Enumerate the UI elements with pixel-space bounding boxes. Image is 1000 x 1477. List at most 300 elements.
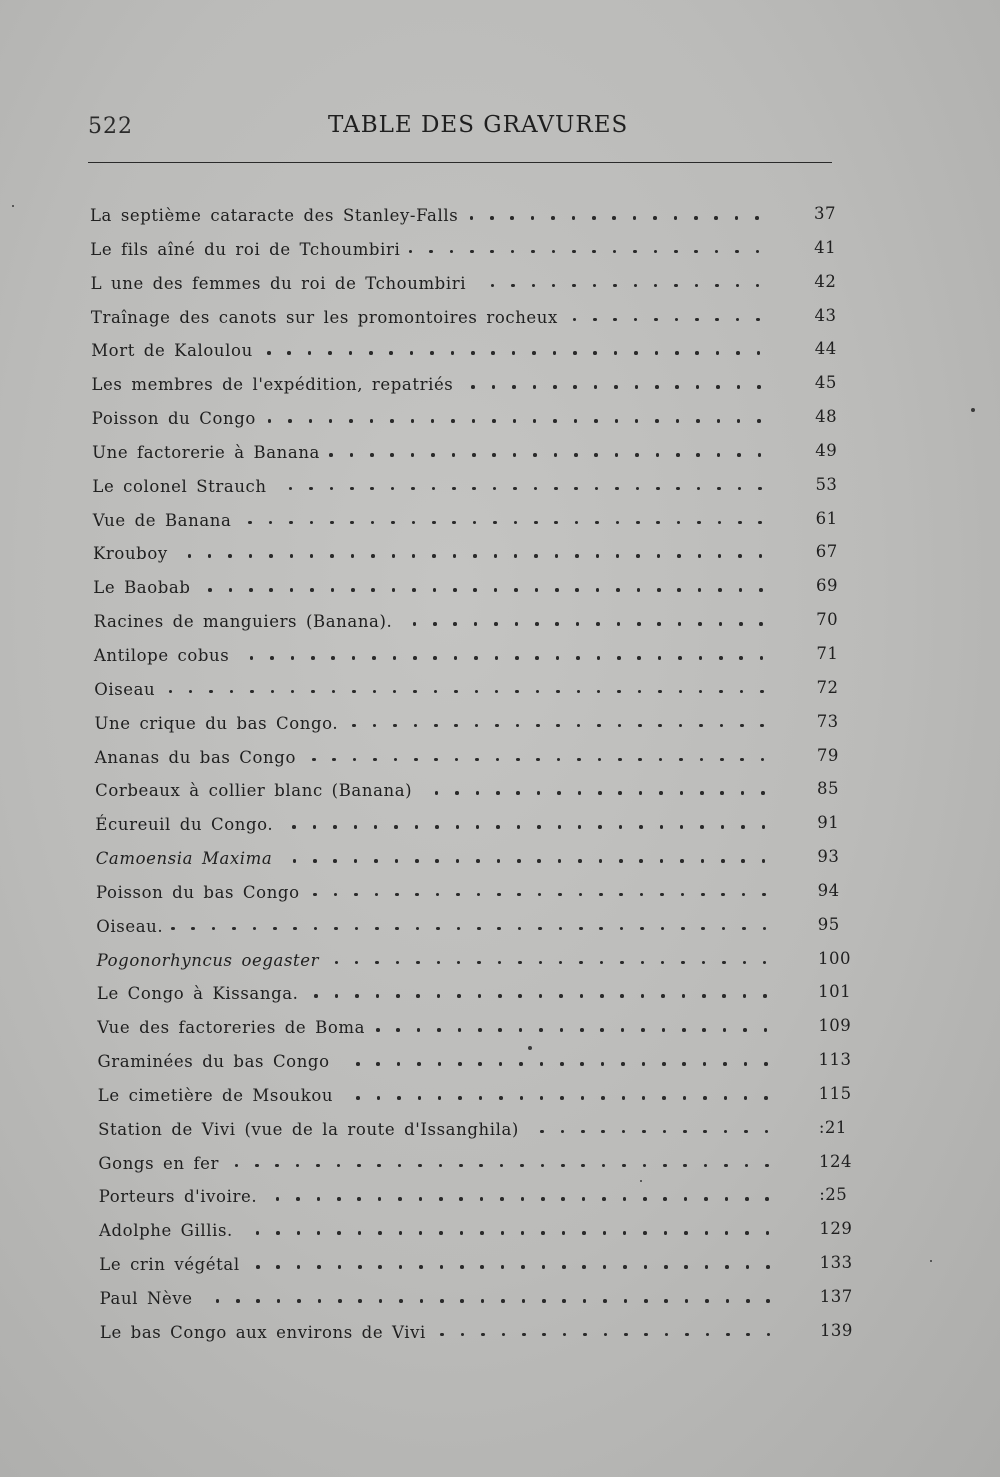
leader-dot: [376, 1062, 380, 1066]
leader-dot: [760, 724, 764, 728]
leader-dot: [720, 724, 724, 728]
leader-dot: [741, 825, 745, 829]
leader-dot: [531, 216, 535, 220]
leader-dot: [518, 994, 522, 998]
leader-dot: [577, 690, 581, 694]
leader-dot: [395, 927, 399, 931]
leader-dot: [477, 893, 481, 897]
leader-dot: [438, 1062, 442, 1066]
leader-dot: [725, 1231, 729, 1235]
leader-dot: [614, 385, 618, 389]
leader-dot: [398, 1197, 402, 1201]
leader-dot: [604, 1333, 608, 1337]
leader-dot: [351, 554, 355, 558]
leader-dot: [494, 588, 498, 592]
leader-dot: [399, 1265, 403, 1269]
leader-dot: [275, 1164, 279, 1168]
leader-dot: [574, 419, 578, 423]
leader-dot: [432, 521, 436, 525]
leader-dot: [596, 588, 600, 592]
leader-dot: [755, 216, 759, 220]
leader-dot: [658, 690, 662, 694]
leader-dot: [694, 216, 698, 220]
leader-dot: [460, 1231, 464, 1235]
leader-dot: [682, 994, 686, 998]
leader-dot: [313, 859, 317, 863]
entry-page-number: 139: [819, 1320, 853, 1340]
leader-dot: [313, 893, 317, 897]
leader-dot: [350, 521, 354, 525]
paper-speck: [930, 1260, 932, 1262]
leader-dot: [209, 690, 213, 694]
leader-dot: [412, 588, 416, 592]
leader-dot: [435, 825, 439, 829]
leader-dot: [411, 419, 415, 423]
leader-dot: [471, 385, 475, 389]
leader-dot: [705, 1299, 709, 1303]
leader-dot: [437, 961, 441, 965]
leader-dot: [373, 758, 377, 762]
leader-dot: [644, 1265, 648, 1269]
leader-dot: [680, 791, 684, 795]
leader-dot: [766, 1265, 770, 1269]
leader-dot: [250, 690, 254, 694]
leader-dot: [698, 554, 702, 558]
leader-dot: [535, 588, 539, 592]
entry-title: Vue de Banana: [92, 510, 232, 530]
leader-dot: [537, 825, 541, 829]
leader-dot: [600, 1028, 604, 1032]
leader-dot: [522, 1299, 526, 1303]
leader-dot: [269, 521, 273, 525]
leader-dot: [452, 487, 456, 491]
leader-dot: [618, 791, 622, 795]
leader-dot: [563, 1333, 567, 1337]
leader-dot: [354, 859, 358, 863]
leader-dot: [599, 893, 603, 897]
leader-dot: [169, 690, 173, 694]
toc-entry: [0, 471, 1000, 505]
leader-dot: [719, 622, 723, 626]
leader-dot: [562, 1265, 566, 1269]
leader-dot: [350, 453, 354, 457]
leader-dot: [491, 351, 495, 355]
leader-dot: [664, 1265, 668, 1269]
leader-dot: [575, 521, 579, 525]
leader-dot: [554, 487, 558, 491]
entry-page-number: 93: [817, 847, 840, 867]
leader-dot: [766, 1299, 770, 1303]
entry-page-number: 109: [818, 1016, 852, 1036]
leader-dot: [744, 1130, 748, 1134]
leader-dot: [358, 1265, 362, 1269]
leader-dot: [494, 622, 498, 626]
leader-dot: [680, 859, 684, 863]
leader-dot: [618, 758, 622, 762]
entry-title: Le cimetière de Msoukou: [97, 1085, 334, 1105]
leader-dot: [653, 216, 657, 220]
leader-dot: [743, 1028, 747, 1032]
leader-dot: [433, 622, 437, 626]
entry-page-number: 70: [816, 610, 839, 630]
leader-dot: [759, 588, 763, 592]
leader-dot: [375, 893, 379, 897]
leader-dot: [457, 927, 461, 931]
entry-title: Oiseau.: [96, 916, 164, 936]
entry-title: Racines de manguiers (Banana).: [93, 612, 393, 632]
leader-dot: [655, 419, 659, 423]
leader-dot: [354, 825, 358, 829]
leader-dot: [603, 1265, 607, 1269]
leader-dot: [704, 1197, 708, 1201]
leader-dot: [297, 1299, 301, 1303]
leader-dot: [622, 1164, 626, 1168]
leader-dot: [470, 250, 474, 254]
leader-dot: [685, 1299, 689, 1303]
leader-dot: [518, 927, 522, 931]
entry-page-number: 94: [817, 880, 840, 900]
leader-dot: [639, 825, 643, 829]
leader-dot: [396, 994, 400, 998]
leader-dot: [276, 1265, 280, 1269]
leader-dot: [413, 622, 417, 626]
leader-dot: [598, 825, 602, 829]
leader-dot: [558, 859, 562, 863]
leader-dot: [763, 927, 767, 931]
leader-dot: [558, 825, 562, 829]
leader-dot: [434, 690, 438, 694]
leader-dot: [656, 487, 660, 491]
leader-dot: [643, 1164, 647, 1168]
toc-entry: [0, 1114, 1000, 1148]
leader-dot: [371, 521, 375, 525]
leader-dot: [695, 351, 699, 355]
leader-dot: [640, 893, 644, 897]
entry-page-number: :21: [818, 1117, 847, 1137]
leader-dot: [389, 351, 393, 355]
leader-dot: [560, 1096, 564, 1100]
leader-dot: [723, 1028, 727, 1032]
leader-dot: [593, 284, 597, 288]
leader-dot: [552, 284, 556, 288]
leader-dot: [410, 351, 414, 355]
entry-page-number: 45: [814, 373, 837, 393]
entry-page-number: 44: [814, 339, 837, 359]
leader-dot: [330, 521, 334, 525]
leader-dot: [541, 1231, 545, 1235]
leader-dot: [595, 487, 599, 491]
leader-dot: [235, 1164, 239, 1168]
leader-dot: [475, 690, 479, 694]
leader-dot: [495, 656, 499, 660]
entry-title: Une crique du bas Congo.: [94, 713, 339, 733]
leader-dot: [277, 1299, 281, 1303]
leader-dot: [429, 250, 433, 254]
leader-dot: [578, 859, 582, 863]
leader-dot: [269, 588, 273, 592]
entry-page-number: 37: [814, 204, 836, 223]
leader-dot: [765, 1197, 769, 1201]
leader-dot: [249, 554, 253, 558]
leader-dot: [471, 351, 475, 355]
entry-page-number: 137: [819, 1287, 853, 1306]
leader-dot: [592, 216, 596, 220]
leader-dot: [594, 385, 598, 389]
leader-dot: [682, 1062, 686, 1066]
leader-dot: [371, 554, 375, 558]
header-rule: [88, 162, 832, 163]
leader-dot: [399, 1299, 403, 1303]
leader-dot: [216, 1299, 220, 1303]
leader-dot: [742, 893, 746, 897]
leader-dot: [603, 1231, 607, 1235]
leader-dot: [472, 419, 476, 423]
leader-dot: [699, 724, 703, 728]
leader-dot: [718, 588, 722, 592]
leader-dot: [641, 961, 645, 965]
leader-dot: [595, 521, 599, 525]
leader-dot: [290, 554, 294, 558]
leader-dot: [739, 656, 743, 660]
leader-dot: [539, 961, 543, 965]
leader-dot: [329, 419, 333, 423]
leader-dot: [540, 1096, 544, 1100]
leader-dot: [519, 1028, 523, 1032]
leader-dot: [743, 961, 747, 965]
toc-entry: [0, 268, 1000, 302]
leader-dot: [714, 216, 718, 220]
entry-page-number: 48: [815, 407, 838, 427]
leader-dot: [378, 1231, 382, 1235]
leader-dot: [756, 318, 760, 322]
leader-dot: [762, 893, 766, 897]
leader-dot: [372, 656, 376, 660]
leader-dot: [536, 724, 540, 728]
entry-title: Une factorerie à Banana: [92, 442, 320, 462]
leader-dot: [637, 622, 641, 626]
leader-dot: [620, 961, 624, 965]
leader-dot: [317, 1265, 321, 1269]
leader-dot: [433, 588, 437, 592]
leader-dot: [292, 825, 296, 829]
leader-dot: [377, 1096, 381, 1100]
leader-dot: [720, 791, 724, 795]
leader-dot: [417, 1028, 421, 1032]
toc-entry: [0, 978, 1000, 1012]
leader-dot: [662, 1062, 666, 1066]
leader-dot: [717, 453, 721, 457]
leader-dot: [459, 1164, 463, 1168]
leader-dot: [593, 351, 597, 355]
leader-dot: [357, 1197, 361, 1201]
leader-dot: [492, 385, 496, 389]
leader-dot: [310, 521, 314, 525]
leader-dot: [700, 825, 704, 829]
leader-dot: [633, 216, 637, 220]
leader-dot: [618, 724, 622, 728]
leader-dot: [658, 724, 662, 728]
leader-dot: [457, 961, 461, 965]
leader-dot: [600, 961, 604, 965]
leader-dot: [635, 385, 639, 389]
leader-dot: [737, 453, 741, 457]
leader-dot: [495, 724, 499, 728]
leader-dot: [757, 419, 761, 423]
leader-dot: [661, 961, 665, 965]
entry-title: Pogonorhyncus oegaster: [96, 950, 320, 970]
leader-dot: [572, 216, 576, 220]
leader-dot: [452, 521, 456, 525]
leader-dot: [309, 419, 313, 423]
leader-dot: [764, 1062, 768, 1066]
leader-dot: [579, 927, 583, 931]
leader-dot: [478, 994, 482, 998]
toc-entry: [0, 1080, 1000, 1114]
entry-title: Le colonel Strauch: [92, 476, 267, 496]
entry-title: Traînage des canots sur les promontoires rocheux: [90, 307, 558, 327]
entry-title: L une des femmes du roi de Tchoumbiri: [90, 273, 467, 293]
leader-dot: [517, 893, 521, 897]
leader-dot: [657, 588, 661, 592]
leader-dot: [574, 487, 578, 491]
leader-dot: [478, 1028, 482, 1032]
leader-dot: [510, 216, 514, 220]
leader-dot: [642, 1130, 646, 1134]
leader-dot: [684, 1197, 688, 1201]
leader-dot: [614, 351, 618, 355]
leader-dot: [256, 1265, 260, 1269]
leader-dot: [256, 1231, 260, 1235]
leader-dot: [250, 656, 254, 660]
leader-dot: [746, 1333, 750, 1337]
toc-entry: [0, 1148, 1000, 1182]
leader-dot: [396, 961, 400, 965]
leader-dot: [594, 453, 598, 457]
leader-dot: [764, 1028, 768, 1032]
leader-dot: [297, 1265, 301, 1269]
entry-title: Le Baobab: [93, 578, 191, 598]
leader-dot: [432, 487, 436, 491]
leader-dot: [636, 487, 640, 491]
leader-dot: [390, 419, 394, 423]
leader-dot: [212, 927, 216, 931]
leader-dot: [498, 961, 502, 965]
leader-dot: [499, 1096, 503, 1100]
leader-dot: [660, 825, 664, 829]
leader-dot: [623, 1265, 627, 1269]
leader-dot: [533, 419, 537, 423]
leader-dot: [493, 521, 497, 525]
leader-dot: [414, 758, 418, 762]
entry-page-number: 95: [817, 914, 840, 934]
leader-dot: [702, 1028, 706, 1032]
leader-dot: [621, 1028, 625, 1032]
leader-dot: [536, 758, 540, 762]
leader-dot: [616, 521, 620, 525]
leader-dot: [659, 791, 663, 795]
leader-dot: [704, 1164, 708, 1168]
leader-dot: [411, 487, 415, 491]
leader-dot: [677, 521, 681, 525]
leader-dot: [288, 419, 292, 423]
leader-dot: [683, 1130, 687, 1134]
leader-dot: [516, 758, 520, 762]
leader-dot: [537, 859, 541, 863]
leader-dot: [417, 1062, 421, 1066]
leader-dot: [601, 1130, 605, 1134]
leader-dot: [269, 554, 273, 558]
leader-dot: [355, 961, 359, 965]
leader-dot: [724, 1096, 728, 1100]
leader-dot: [664, 1299, 668, 1303]
leader-dot: [561, 1197, 565, 1201]
entry-page-number: 91: [817, 813, 840, 833]
leader-dot: [478, 1062, 482, 1066]
leader-dot: [492, 419, 496, 423]
leader-dot: [696, 419, 700, 423]
leader-dot: [683, 1096, 687, 1100]
leader-dot: [430, 351, 434, 355]
leader-dot: [643, 1231, 647, 1235]
leader-dot: [699, 690, 703, 694]
leader-dot: [723, 1062, 727, 1066]
leader-dot: [337, 1231, 341, 1235]
leader-dot: [660, 859, 664, 863]
leader-dot: [518, 961, 522, 965]
entry-title: Antilope cobus: [93, 645, 230, 665]
toc-entry: [0, 572, 1000, 606]
leader-dot: [581, 1164, 585, 1168]
toc-entry: [0, 403, 1000, 437]
leader-dot: [580, 1028, 584, 1032]
leader-dot: [757, 351, 761, 355]
leader-dot: [397, 1062, 401, 1066]
leader-dot: [583, 1333, 587, 1337]
leader-dot: [580, 1062, 584, 1066]
leader-dot: [171, 927, 175, 931]
leader-dot: [717, 419, 721, 423]
leader-dot: [416, 994, 420, 998]
leader-dot: [435, 859, 439, 863]
leader-dot: [375, 961, 379, 965]
leader-dot: [456, 893, 460, 897]
leader-dot: [555, 588, 559, 592]
leader-dot: [701, 893, 705, 897]
leader-dot: [481, 1299, 485, 1303]
leader-dot: [613, 318, 617, 322]
leader-dot: [574, 453, 578, 457]
leader-dot: [582, 1231, 586, 1235]
leader-dot: [395, 859, 399, 863]
leader-dot: [248, 521, 252, 525]
leader-dot: [496, 791, 500, 795]
leader-dot: [577, 724, 581, 728]
leader-dot: [554, 521, 558, 525]
leader-dot: [434, 758, 438, 762]
leader-dot: [470, 216, 474, 220]
leader-dot: [393, 690, 397, 694]
leader-dot: [762, 859, 766, 863]
table-of-engravings: [0, 200, 1000, 1351]
leader-dot: [737, 419, 741, 423]
leader-dot: [556, 724, 560, 728]
leader-dot: [356, 1062, 360, 1066]
leader-dot: [615, 419, 619, 423]
entry-title: Poisson du Congo: [91, 409, 256, 429]
leader-dot: [765, 1164, 769, 1168]
entry-title: Les membres de l'expédition, repatriés: [91, 375, 454, 395]
leader-dot: [551, 216, 555, 220]
